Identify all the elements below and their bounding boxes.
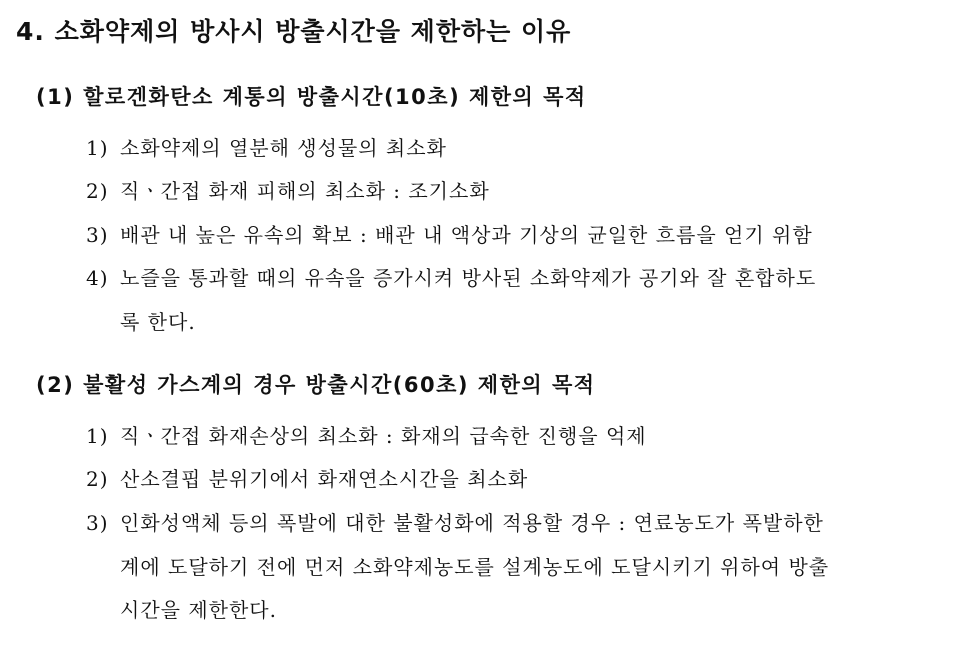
- subsection-heading-1: [36, 81, 587, 111]
- list-item-text: 직ㆍ간접 화재손상의 최소화 : 화재의 급속한 진행을 억제: [120, 424, 647, 448]
- list-item-number: 1): [86, 424, 109, 448]
- list-item-number: 1): [86, 136, 109, 160]
- list-item-number: 4): [86, 266, 109, 290]
- list-item-text: 노즐을 통과할 때의 유속을 증가시켜 방사된 소화약제가 공기와 잘 혼합하도: [120, 266, 817, 290]
- section-heading: [16, 12, 571, 48]
- section-number: 4.: [16, 17, 45, 46]
- list-item: [86, 132, 447, 161]
- list-item: [86, 219, 813, 248]
- list-item-text: 배관 내 높은 유속의 확보 : 배관 내 액상과 기상의 균일한 흐름을 얻기 위함: [120, 223, 813, 247]
- list-item-continuation: 록 한다.: [120, 310, 196, 334]
- list-item: [86, 420, 647, 449]
- list-item-text: 직ㆍ간접 화재 피해의 최소화 : 조기소화: [120, 179, 490, 203]
- list-item-text: 소화약제의 열분해 생성물의 최소화: [120, 136, 447, 160]
- list-item-continuation: 시간을 제한한다.: [120, 598, 277, 622]
- list-item-text: 산소결핍 분위기에서 화재연소시간을 최소화: [120, 467, 529, 491]
- list-item: [86, 507, 824, 536]
- list-item-number: 3): [86, 511, 109, 535]
- list-item: [86, 175, 490, 204]
- list-item-number: 2): [86, 467, 109, 491]
- subsection-title: 할로겐화탄소 계통의 방출시간(10초) 제한의 목적: [83, 85, 587, 109]
- subsection-title: 불활성 가스계의 경우 방출시간(60초) 제한의 목적: [83, 373, 596, 397]
- list-item: [86, 262, 816, 291]
- list-item: [86, 463, 528, 492]
- list-item-number: 2): [86, 179, 109, 203]
- subsection-number: (1): [36, 85, 75, 109]
- list-item-continuation: 계에 도달하기 전에 먼저 소화약제농도를 설계농도에 도달시키기 위하여 방출: [120, 555, 830, 579]
- subsection-heading-2: [36, 369, 596, 399]
- subsection-number: (2): [36, 373, 75, 397]
- section-title: 소화약제의 방사시 방출시간을 제한하는 이유: [54, 17, 572, 46]
- list-item-number: 3): [86, 223, 109, 247]
- list-item-text: 인화성액체 등의 폭발에 대한 불활성화에 적용할 경우 : 연료농도가 폭발하한: [120, 511, 824, 535]
